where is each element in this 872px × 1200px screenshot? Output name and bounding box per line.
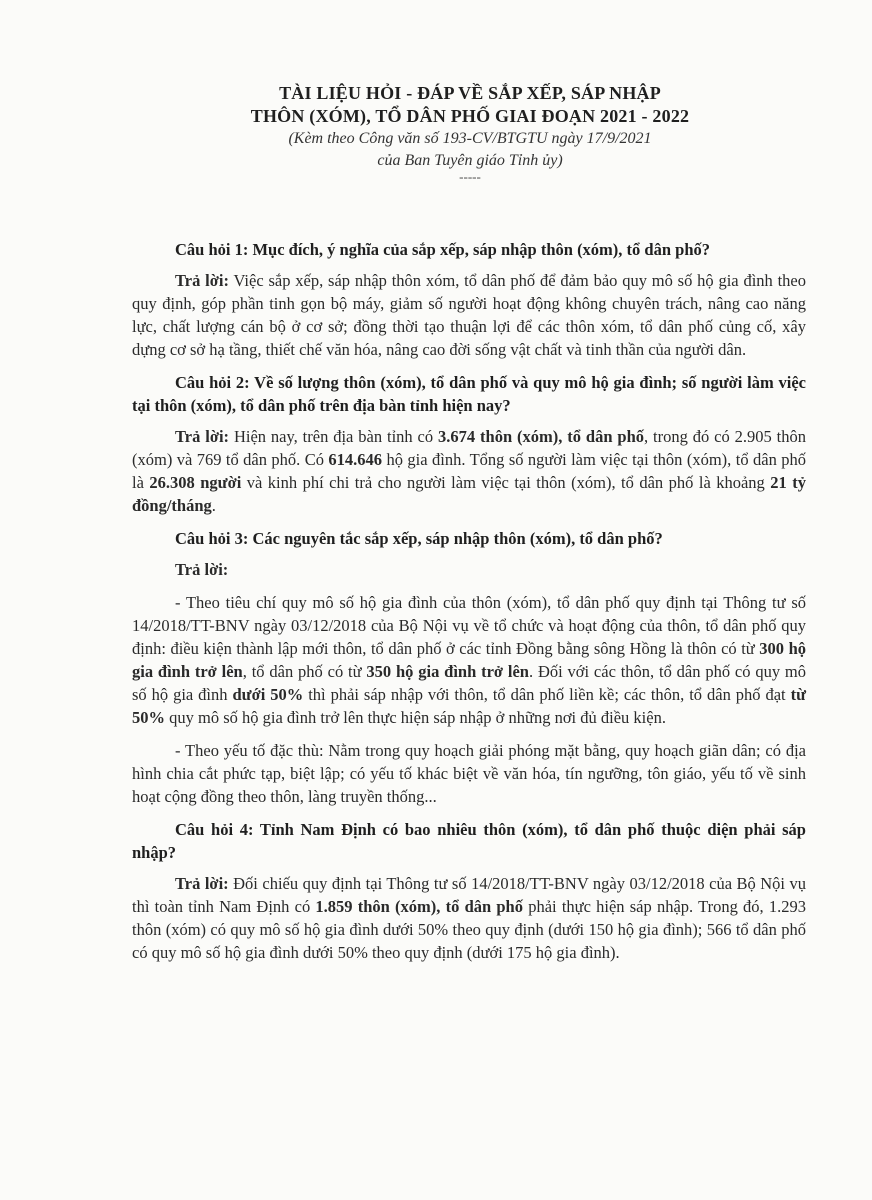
answer-1 <box>132 269 806 361</box>
subtitle-line-2: của Ban Tuyên giáo Tỉnh ủy) <box>377 152 563 169</box>
answer-4-text: phải thực hiện sáp nhập. Trong đó, 1.293 thôn (xóm) có quy mô số hộ gia đình dưới 50% theo quy định (dưới 150 hộ gia đình); 566 tổ dân phố có quy mô số hộ gia đình dưới 50% theo quy định (dưới 175 hộ gia đình). <box>132 897 806 962</box>
document-header <box>0 82 872 182</box>
answer-2-emphasis: 21 tỷ đồng/tháng <box>132 473 806 515</box>
answer-2-text: hộ gia đình. Tổng số người làm việc tại thôn (xóm), tổ dân phố là <box>132 450 806 492</box>
bullet-text: quy mô số hộ gia đình trở lên thực hiện sáp nhập ở những nơi đủ điều kiện. <box>165 708 666 727</box>
answer-label: Trả lời: <box>175 560 229 579</box>
question-4: Câu hỏi 4: Tỉnh Nam Định có bao nhiêu thôn (xóm), tổ dân phố thuộc diện phải sáp nhập? <box>132 820 806 862</box>
bullet-text: , tổ dân phố có từ <box>242 662 367 681</box>
bullet-text: thì phải sáp nhập với thôn, tổ dân phố liền kề; các thôn, tổ dân phố đạt <box>303 685 791 704</box>
bullet-emphasis: 300 hộ gia đình trở lên <box>132 639 807 681</box>
answer-label: Trả lời: <box>175 874 229 893</box>
question-3: Câu hỏi 3: Các nguyên tắc sắp xếp, sáp nhập thôn (xóm), tổ dân phố? <box>175 529 663 548</box>
answer-2-text: Hiện nay, trên địa bàn tỉnh có <box>229 427 439 446</box>
title-line-2: THÔN (XÓM), TỔ DÂN PHỐ GIAI ĐOẠN 2021 - 2022 <box>250 106 690 126</box>
answer-2-emphasis: 614.646 <box>328 450 383 469</box>
answer-2-text: , trong đó có 2.905 thôn (xóm) và 769 tổ dân phố. Có <box>132 427 806 469</box>
answer-2-emphasis: 3.674 thôn (xóm), tổ dân phố <box>438 427 645 446</box>
answer-2-text: . <box>211 496 216 515</box>
answer-4-text: Đối chiếu quy định tại Thông tư số 14/2018/TT-BNV ngày 03/12/2018 của Bộ Nội vụ thì toàn tỉnh Nam Định có <box>132 874 807 916</box>
bullet-emphasis: dưới 50% <box>232 685 304 704</box>
subtitle-line-1: (Kèm theo Công văn số 193-CV/BTGTU ngày 17/9/2021 <box>288 130 652 147</box>
answer-3-bullet-2: - Theo yếu tố đặc thù: Nằm trong quy hoạch giải phóng mặt bằng, quy hoạch giãn dân; có địa hình chia cắt phức tạp, biệt lập; có yếu tố khác biệt về văn hóa, tín ngưỡng, tôn giáo, yếu tố về sinh hoạt cộng đồng theo thôn, làng truyền thống... <box>132 741 806 806</box>
answer-2-emphasis: 26.308 người <box>149 473 242 492</box>
answer-2-text: và kinh phí chi trả cho người làm việc tại thôn (xóm), tổ dân phố là khoảng <box>241 473 771 492</box>
answer-2 <box>132 425 806 517</box>
answer-1-text: Việc sắp xếp, sáp nhập thôn xóm, tổ dân phố để đảm bảo quy mô số hộ gia đình theo quy định, góp phần tinh gọn bộ máy, giảm số người hoạt động không chuyên trách, nâng cao năng lực, chất lượng cán bộ ở cơ sở; đồng thời tạo thuận lợi để các thôn xóm, tổ dân phố củng cố, xây dựng cơ sở hạ tầng, thiết chế văn hóa, nâng cao đời sống vật chất và tinh thần của người dân. <box>132 271 806 359</box>
answer-3-label <box>132 558 806 581</box>
bullet-text: - Theo tiêu chí quy mô số hộ gia đình của thôn (xóm), tổ dân phố quy định tại Thông tư số 14/2018/TT-BNV ngày 03/12/2018 của Bộ Nội vụ về tổ chức và hoạt động của thôn, tổ dân phố quy định: điều kiện thành lập mới thôn, tổ dân phố ở các tỉnh Đồng bằng sông Hồng là thôn có từ <box>132 593 806 658</box>
answer-4-emphasis: 1.859 thôn (xóm), tổ dân phố <box>315 897 523 916</box>
bullet-emphasis: từ 50% <box>132 685 807 727</box>
bullet-text: . Đối với các thôn, tổ dân phố có quy mô số hộ gia đình <box>132 662 806 704</box>
title-line-1: TÀI LIỆU HỎI - ĐÁP VỀ SẮP XẾP, SÁP NHẬP <box>279 83 661 103</box>
answer-label: Trả lời: <box>175 271 229 290</box>
answer-label: Trả lời: <box>175 427 230 446</box>
question-2: Câu hỏi 2: Về số lượng thôn (xóm), tổ dân phố và quy mô hộ gia đình; số người làm việc tại thôn (xóm), tổ dân phố trên địa bàn tỉnh hiện nay? <box>132 373 806 415</box>
answer-4 <box>132 872 806 964</box>
header-separator: ----- <box>459 169 481 184</box>
question-1: Câu hỏi 1: Mục đích, ý nghĩa của sắp xếp, sáp nhập thôn (xóm), tổ dân phố? <box>175 240 711 259</box>
bullet-emphasis: 350 hộ gia đình trở lên <box>366 662 529 681</box>
document-body <box>132 238 806 974</box>
answer-3-bullet-1 <box>132 591 806 729</box>
